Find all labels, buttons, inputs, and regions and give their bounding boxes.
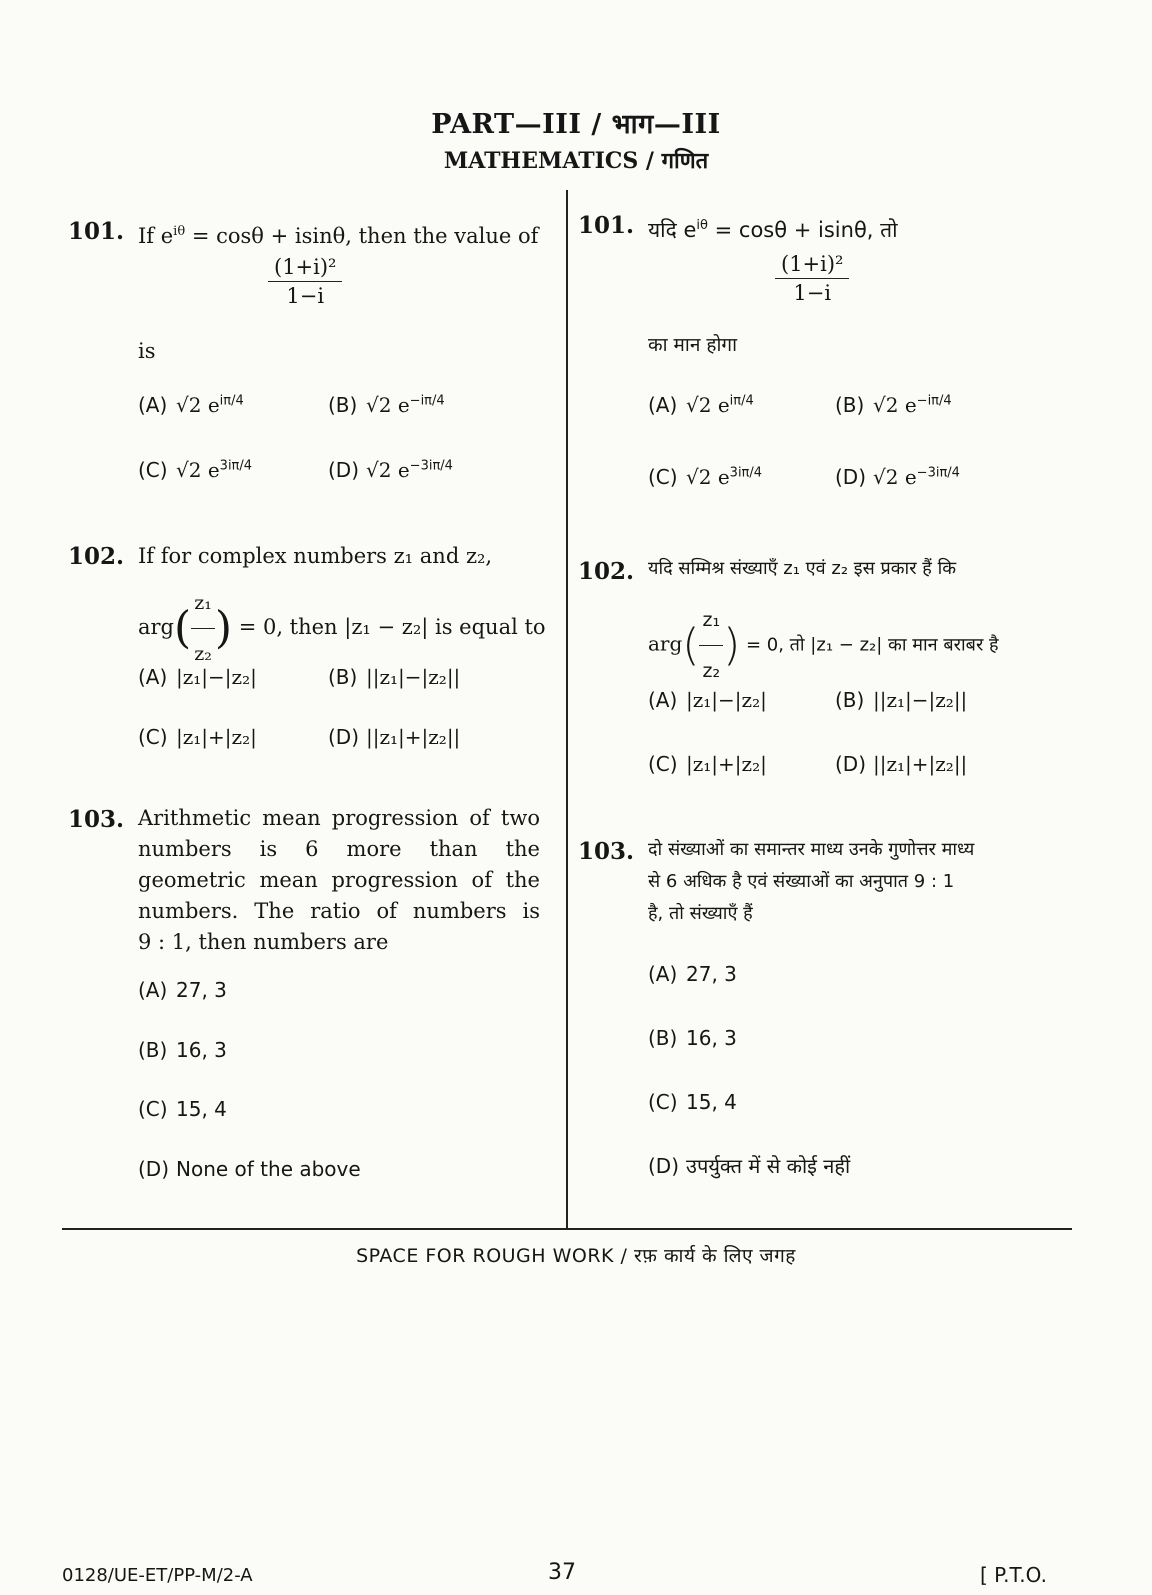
q101-question: If $e^{i\theta} = \cos\theta + isin\theta$, then the value of — [138, 224, 539, 248]
q103-option-a[interactable]: (A) 27, 3 — [138, 978, 227, 1002]
q102-hi-option-c[interactable]: (C) |z₁|+|z₂| — [648, 752, 767, 776]
q102-option-a[interactable]: (A) |z₁|−|z₂| — [138, 665, 257, 689]
q103-question: Arithmetic mean progression of two numbers is 6 more than the geometric mean progression of the numbers. The ratio of numbers is 9 : 1, then numbers are — [138, 806, 540, 954]
q101-tail: is — [138, 339, 156, 363]
q101-option-c[interactable]: (C) √2 $e^{3i\pi/4}$ — [138, 458, 253, 482]
q103-hi-question: दो संख्याओं का समान्तर माध्य उनके गुणोत्तर माध्य से 6 अधिक है एवं संख्याओं का अनुपात 9 : 1 है, तो संख्याएँ हैं — [648, 839, 975, 924]
q101-option-a[interactable]: (A) √2 $e^{i\pi/4}$ — [138, 393, 244, 417]
q102-hi-fraction: $\frac{\text{z₁}}{\text{z₂}}$ — [699, 595, 723, 696]
q103-number: 103. — [68, 806, 125, 833]
q101-hi-option-a[interactable]: (A) √2 $e^{i\pi/4}$ — [648, 393, 754, 417]
booklet-code: 0128/UE-ET/PP-M/2-A — [62, 1565, 253, 1586]
q103-hi-option-b[interactable]: (B) 16, 3 — [648, 1026, 737, 1050]
q101-hi-tail: का मान होगा — [648, 334, 738, 356]
q102-option-c[interactable]: (C) |z₁|+|z₂| — [138, 725, 257, 749]
q103-hi-option-a[interactable]: (A) 27, 3 — [648, 962, 737, 986]
q103-hi-option-d[interactable]: (D) उपर्युक्त में से कोई नहीं — [648, 1154, 851, 1178]
q102-hi-number: 102. — [578, 558, 635, 585]
q103-hi-number: 103. — [578, 838, 635, 865]
q102-hi-option-b[interactable]: (B) ||z₁|−|z₂|| — [835, 688, 968, 712]
q103-hi-option-c[interactable]: (C) 15, 4 — [648, 1090, 737, 1114]
subject-title: MATHEMATICS / गणित — [443, 148, 709, 174]
part-title: PART—III / भाग—III — [431, 109, 721, 140]
q103-option-c[interactable]: (C) 15, 4 — [138, 1097, 227, 1121]
q103-option-d[interactable]: (D) None of the above — [138, 1157, 361, 1181]
q101-number: 101. — [68, 218, 125, 245]
page-number: 37 — [548, 1560, 576, 1585]
q101-hi-option-b[interactable]: (B) √2 $e^{-i\pi/4}$ — [835, 393, 952, 417]
q102-hi-option-d[interactable]: (D) ||z₁|+|z₂|| — [835, 752, 968, 776]
q101-fraction: $\frac{\text{(1+i)²}}{1-i}$ — [268, 255, 342, 308]
column-divider — [566, 190, 568, 1230]
q101-option-d[interactable]: (D) √2 $e^{-3i\pi/4}$ — [328, 458, 453, 482]
q101-option-b[interactable]: (B) √2 $e^{-i\pi/4}$ — [328, 393, 445, 417]
q102-hi-option-a[interactable]: (A) |z₁|−|z₂| — [648, 688, 767, 712]
rough-work-divider — [62, 1228, 1072, 1230]
q102-option-d[interactable]: (D) ||z₁|+|z₂|| — [328, 725, 461, 749]
q101-hi-fraction: $\frac{\text{(1+i)²}}{1-i}$ — [775, 252, 849, 305]
q101-hi-question: यदि $e^{i\theta} = \cos\theta + isin\theta$, तो — [648, 218, 898, 242]
q102-line2: arg( $\frac{\text{z₁}}{\text{z₂}}$ ) = 0, then |z₁ − z₂| is equal to — [138, 578, 558, 679]
q102-hi-line1: यदि सम्मिश्र संख्याएँ z₁ एवं z₂ इस प्रकार हैं कि — [648, 558, 957, 579]
q102-option-b[interactable]: (B) ||z₁|−|z₂|| — [328, 665, 461, 689]
q103-option-b[interactable]: (B) 16, 3 — [138, 1038, 227, 1062]
q101-hi-option-d[interactable]: (D) √2 $e^{-3i\pi/4}$ — [835, 465, 960, 489]
q102-fraction: $\frac{\text{z₁}}{\text{z₂}}$ — [191, 578, 215, 679]
q102-hi-line2: arg( $\frac{\text{z₁}}{\text{z₂}}$ ) = 0, तो |z₁ − z₂| का मान बराबर है — [648, 595, 1068, 696]
q101-hi-number: 101. — [578, 212, 635, 239]
rough-work-label: SPACE FOR ROUGH WORK / रफ़ कार्य के लिए जगह — [356, 1245, 796, 1267]
q101-hi-option-c[interactable]: (C) √2 $e^{3i\pi/4}$ — [648, 465, 763, 489]
q102-line1: If for complex numbers z₁ and z₂, — [138, 544, 493, 568]
q102-number: 102. — [68, 543, 125, 570]
pto-label: [ P.T.O. — [980, 1563, 1047, 1587]
